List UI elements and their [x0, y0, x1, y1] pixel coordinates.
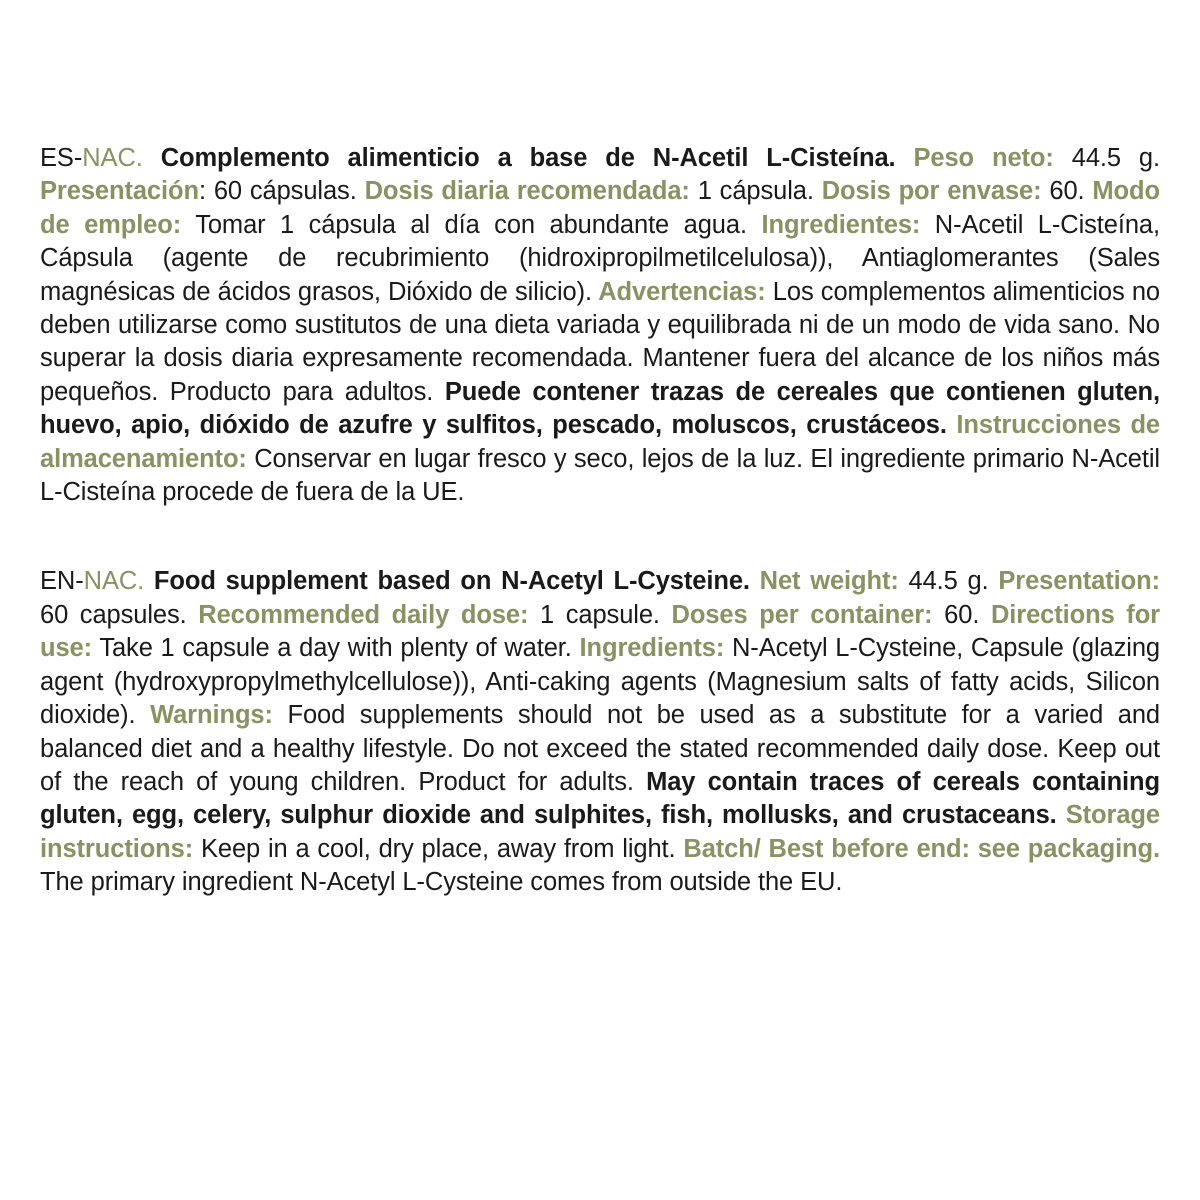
- english-label-block: [40, 565, 1160, 899]
- english-net-weight-value: 44.5 g.: [898, 567, 989, 596]
- english-daily-dose-label: Recommended daily dose:: [186, 600, 529, 629]
- english-directions-label: Directions for use:: [40, 600, 1160, 663]
- spanish-warnings-label: Advertencias:: [591, 277, 766, 306]
- english-daily-dose-value: 1 capsule.: [528, 600, 660, 629]
- spanish-net-weight-label: Peso neto:: [895, 144, 1054, 172]
- english-directions-value: Take 1 capsule a day with plenty of water.: [92, 634, 572, 663]
- english-origin-value: The primary ingredient N-Acetyl L-Cysteine comes from outside the EU.: [40, 868, 843, 897]
- english-product-name: NAC.: [83, 567, 145, 596]
- spanish-presentation-label: Presentación: [40, 177, 199, 206]
- english-presentation-value: 60 capsules.: [40, 600, 187, 629]
- spanish-paragraph: [40, 142, 1160, 509]
- english-ingredients-label: Ingredients:: [571, 634, 725, 663]
- spanish-label-block: [40, 142, 1160, 509]
- english-product-description: Food supplement based on N-Acetyl L-Cysteine.: [144, 567, 750, 596]
- english-warnings-value: Food supplements should not be used as a substitute for a varied and balanced diet and a healthy lifestyle. Do not exceed the stated recommended daily dose. Keep out of the reach of young children. Product for adults.: [40, 701, 1160, 796]
- english-batch-label: Batch/ Best before end: see packaging.: [675, 834, 1160, 863]
- spanish-storage-label: Instrucciones de almacenamiento:: [40, 411, 1161, 473]
- english-warnings-label: Warnings:: [135, 701, 273, 730]
- spanish-storage-value: Conservar en lugar fresco y seco, lejos de la luz. El ingrediente primario N-Acetil L-Cisteína procede de fuera de la UE.: [40, 444, 1160, 507]
- spanish-product-description: Complemento alimenticio a base de N-Acetil L-Cisteína.: [142, 144, 896, 172]
- spanish-ingredients-value: N-Acetil L-Cisteína, Cápsula (agente de recubrimiento (hidroxipropilmetilcelulosa)), Antiaglomerantes (Sales magnésicas de ácidos grasos, Dióxido de silicio).: [40, 210, 1160, 306]
- spanish-allergen-warning: Puede contener trazas de cereales que contienen gluten, huevo, apio, dióxido de azufre y sulfitos, pescado, moluscos, crustáceos.: [40, 377, 1161, 440]
- english-lang-prefix: EN-: [40, 567, 84, 596]
- spanish-doses-per-container-label: Dosis por envase:: [813, 177, 1042, 206]
- english-storage-value: Keep in a cool, dry place, away from light.: [193, 834, 676, 863]
- spanish-daily-dose-value: 1 cápsula.: [689, 177, 814, 206]
- spanish-ingredients-label: Ingredientes:: [761, 210, 921, 239]
- english-net-weight-label: Net weight:: [749, 567, 899, 596]
- spanish-warnings-value: Los complementos alimenticios no deben utilizarse como sustitutos de una dieta variada y equilibrada ni de un modo de vida sano. No superar la dosis diaria expresamente recomendada. Mantener fuera del alcance de los niños más pequeños. Producto para adultos.: [40, 277, 1161, 406]
- english-doses-per-container-label: Doses per container:: [659, 600, 933, 629]
- spanish-daily-dose-label: Dosis diaria recomendada:: [356, 177, 690, 206]
- spanish-doses-per-container-value: 60.: [1041, 177, 1085, 206]
- spanish-lang-prefix: ES-: [40, 144, 83, 172]
- english-allergen-warning: May contain traces of cereals containing gluten, egg, celery, sulphur dioxide and sulphites, fish, mollusks, and crustaceans.: [40, 767, 1160, 830]
- spanish-directions-value: Tomar 1 cápsula al día con abundante agua.: [181, 210, 762, 239]
- spanish-directions-label: Modo de empleo:: [40, 177, 1160, 239]
- english-doses-per-container-value: 60.: [932, 600, 991, 629]
- english-paragraph: [40, 565, 1160, 899]
- english-presentation-label: Presentation:: [988, 567, 1160, 596]
- spanish-product-name: NAC.: [82, 144, 143, 172]
- english-ingredients-value: N-Acetyl L-Cysteine, Capsule (glazing agent (hydroxypropylmethylcellulose)), Anti-caking agents (Magnesium salts of fatty acids, Silicon dioxide).: [40, 634, 1160, 730]
- english-storage-label: Storage instructions:: [40, 801, 1160, 863]
- spanish-presentation-value: : 60 cápsulas.: [198, 177, 357, 206]
- spanish-net-weight-value: 44.5 g.: [1053, 144, 1160, 172]
